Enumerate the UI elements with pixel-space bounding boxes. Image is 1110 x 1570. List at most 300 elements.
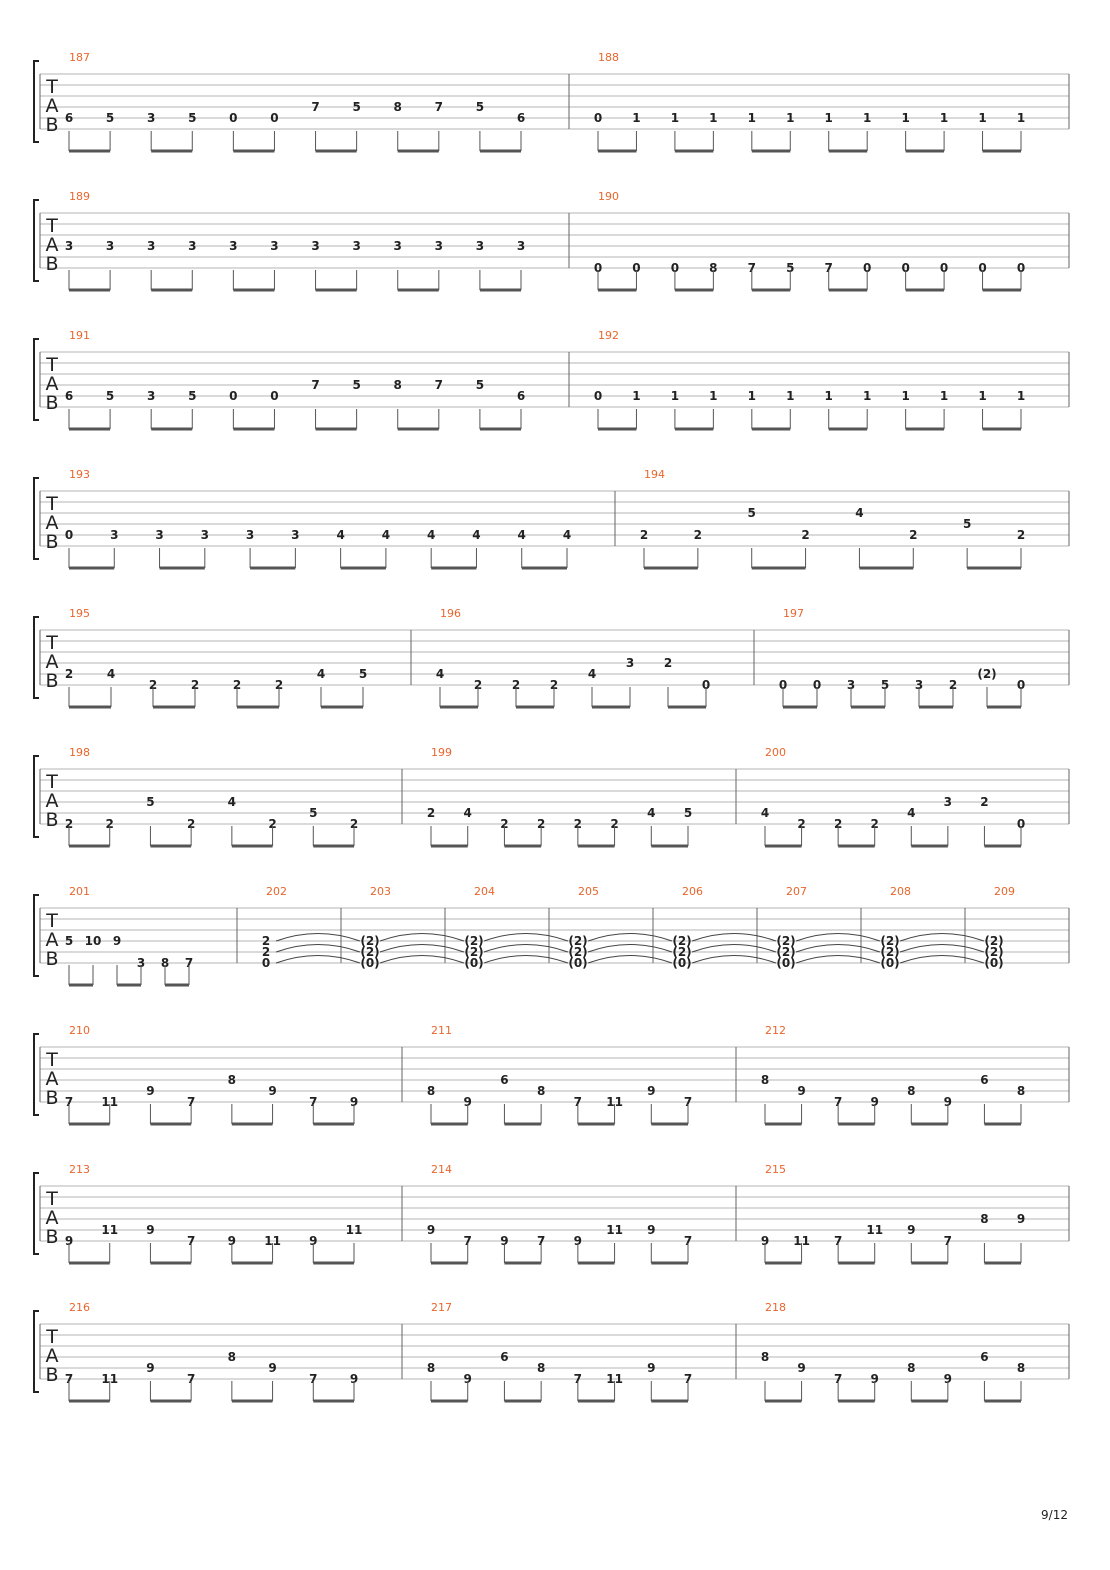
measure-number: 197: [783, 607, 804, 620]
fret-number: 8: [393, 100, 402, 114]
fret-number: 0: [593, 111, 603, 125]
fret-number: 11: [606, 1372, 623, 1386]
tie-arc: [796, 956, 880, 964]
fret-number: (2): [464, 945, 484, 959]
fret-number: 9: [426, 1223, 436, 1237]
fret-number: 3: [200, 528, 209, 542]
fret-number: 9: [349, 1372, 359, 1386]
fret-number: 9: [268, 1361, 277, 1375]
fret-number: 3: [434, 239, 443, 253]
fret-number: 0: [778, 678, 788, 692]
fret-number: 7: [186, 1095, 196, 1109]
measure-number: 187: [69, 51, 90, 64]
fret-number: 0: [593, 389, 603, 403]
tab-clef-letter: A: [45, 95, 59, 117]
fret-number: 9: [463, 1095, 472, 1109]
fret-number: 1: [939, 111, 949, 125]
system-brace: [34, 895, 39, 976]
fret-number: 1: [863, 389, 872, 403]
fret-number: (0): [984, 956, 1004, 970]
fret-number: 5: [309, 806, 318, 820]
fret-number: 1: [939, 389, 949, 403]
measure-number: 207: [786, 885, 807, 898]
fret-number: 4: [316, 667, 326, 681]
fret-number: 2: [909, 528, 918, 542]
fret-number: 4: [760, 806, 770, 820]
fret-number: 8: [907, 1361, 916, 1375]
fret-number: 2: [797, 817, 806, 831]
fret-number: 2: [801, 528, 810, 542]
fret-number: 3: [147, 239, 156, 253]
measure-number: 212: [765, 1024, 786, 1037]
fret-number: (2): [568, 934, 588, 948]
tab-clef-letter: A: [45, 1207, 59, 1229]
tab-clef-letter: T: [46, 632, 58, 654]
fret-number: 9: [146, 1361, 155, 1375]
fret-number: 2: [190, 678, 200, 692]
measure-number: 206: [682, 885, 703, 898]
system-brace: [34, 61, 39, 142]
fret-number: (0): [880, 956, 900, 970]
fret-number: 3: [352, 239, 361, 253]
fret-number: 0: [270, 111, 279, 125]
fret-number: 7: [747, 261, 756, 275]
fret-number: 7: [683, 1372, 693, 1386]
measure-number: 208: [890, 885, 911, 898]
fret-number: 5: [352, 100, 361, 114]
fret-number: 7: [309, 1095, 318, 1109]
fret-number: 6: [64, 389, 74, 403]
fret-number: 0: [1016, 261, 1026, 275]
fret-number: (2): [880, 945, 900, 959]
fret-number: 8: [980, 1212, 989, 1226]
measure-number: 201: [69, 885, 90, 898]
fret-number: 7: [463, 1234, 472, 1248]
fret-number: 1: [901, 111, 910, 125]
fret-number: 5: [146, 795, 155, 809]
fret-number: 8: [760, 1073, 770, 1087]
fret-number: 2: [261, 934, 271, 948]
fret-number: 11: [866, 1223, 884, 1237]
tab-clef-letter: A: [45, 651, 59, 673]
fret-number: 1: [824, 389, 833, 403]
fret-number: 7: [683, 1095, 693, 1109]
measure-number: 213: [69, 1163, 90, 1176]
fret-number: 8: [709, 261, 718, 275]
system-brace: [34, 756, 39, 837]
fret-number: 9: [1016, 1212, 1026, 1226]
fret-number: (0): [568, 956, 588, 970]
fret-number: 0: [901, 261, 910, 275]
fret-number: 7: [186, 1372, 196, 1386]
fret-number: 0: [593, 261, 603, 275]
fret-number: 9: [268, 1084, 277, 1098]
fret-number: 4: [336, 528, 345, 542]
fret-number: 9: [112, 934, 122, 948]
fret-number: 5: [105, 111, 115, 125]
fret-number: (2): [360, 945, 380, 959]
fret-number: 3: [188, 239, 197, 253]
fret-number: 1: [824, 111, 833, 125]
tab-clef-letter: T: [46, 1326, 58, 1348]
fret-number: 3: [147, 389, 156, 403]
measure-number: 199: [431, 746, 452, 759]
fret-number: 9: [349, 1095, 359, 1109]
fret-number: 7: [434, 100, 443, 114]
fret-number: 1: [978, 111, 987, 125]
fret-number: 11: [264, 1234, 281, 1248]
fret-number: 0: [229, 389, 238, 403]
fret-number: 4: [427, 528, 436, 542]
fret-number: 7: [184, 956, 194, 970]
fret-number: 5: [64, 934, 74, 948]
fret-number: 7: [833, 1095, 843, 1109]
tie-arc: [900, 934, 984, 942]
fret-number: 4: [435, 667, 445, 681]
measure-number: 214: [431, 1163, 452, 1176]
tie-arc: [276, 934, 360, 942]
tab-clef-letter: B: [45, 1364, 59, 1386]
fret-number: 8: [160, 956, 170, 970]
page-number: 9/12: [1041, 1508, 1068, 1522]
fret-number: 2: [268, 817, 277, 831]
fret-number: 11: [606, 1095, 623, 1109]
measure-number: 215: [765, 1163, 786, 1176]
fret-number: 8: [426, 1361, 436, 1375]
fret-number: 1: [978, 389, 987, 403]
tie-arc: [484, 934, 568, 942]
fret-number: 1: [632, 389, 641, 403]
fret-number: 0: [812, 678, 822, 692]
fret-number: 7: [309, 1372, 318, 1386]
tab-clef-letter: T: [46, 76, 58, 98]
fret-number: 3: [625, 656, 635, 670]
fret-number: (2): [984, 934, 1004, 948]
fret-number: 9: [309, 1234, 318, 1248]
tie-arc: [900, 945, 984, 953]
fret-number: 9: [500, 1234, 509, 1248]
tie-arc: [380, 945, 464, 953]
tab-clef-letter: A: [45, 929, 59, 951]
measure-number: 190: [598, 190, 619, 203]
system-brace: [34, 200, 39, 281]
fret-number: 7: [573, 1095, 583, 1109]
fret-number: 5: [105, 389, 115, 403]
fret-number: 6: [980, 1073, 989, 1087]
measure-number: 189: [69, 190, 90, 203]
tab-clef-letter: T: [46, 910, 58, 932]
fret-number: (2): [977, 667, 997, 681]
fret-number: 2: [426, 806, 436, 820]
fret-number: 9: [943, 1372, 953, 1386]
fret-number: 1: [786, 111, 795, 125]
fret-number: 3: [393, 239, 402, 253]
tie-arc: [588, 945, 672, 953]
fret-number: 2: [473, 678, 483, 692]
fret-number: 4: [381, 528, 391, 542]
tab-clef-letter: T: [46, 1188, 58, 1210]
fret-number: 1: [670, 389, 680, 403]
fret-number: 6: [516, 111, 526, 125]
measure-number: 188: [598, 51, 619, 64]
fret-number: 3: [943, 795, 953, 809]
fret-number: 2: [833, 817, 843, 831]
fret-number: 1: [1016, 389, 1026, 403]
fret-number: 11: [101, 1223, 119, 1237]
measure-number: 192: [598, 329, 619, 342]
fret-number: 1: [747, 111, 756, 125]
fret-number: 4: [587, 667, 597, 681]
fret-number: 2: [186, 817, 196, 831]
fret-number: 8: [536, 1084, 546, 1098]
fret-number: 2: [511, 678, 521, 692]
fret-number: 4: [106, 667, 116, 681]
fret-number: 0: [261, 956, 271, 970]
fret-number: 2: [870, 817, 879, 831]
fret-number: 7: [186, 1234, 196, 1248]
fret-number: 2: [105, 817, 114, 831]
fret-number: 2: [64, 667, 74, 681]
fret-number: 2: [64, 817, 74, 831]
fret-number: 1: [1016, 111, 1026, 125]
system-brace: [34, 1311, 39, 1392]
system-brace: [34, 1173, 39, 1254]
fret-number: 5: [475, 100, 485, 114]
tie-arc: [692, 945, 776, 953]
tie-arc: [796, 945, 880, 953]
fret-number: 5: [683, 806, 693, 820]
tab-clef-letter: B: [45, 1226, 59, 1248]
fret-number: 5: [475, 378, 485, 392]
fret-number: 2: [261, 945, 271, 959]
fret-number: 0: [270, 389, 279, 403]
fret-number: 11: [606, 1223, 623, 1237]
fret-number: 9: [870, 1372, 879, 1386]
fret-number: 8: [907, 1084, 916, 1098]
measure-number: 204: [474, 885, 495, 898]
fret-number: 5: [188, 389, 197, 403]
fret-number: (2): [776, 945, 796, 959]
measure-number: 205: [578, 885, 599, 898]
fret-number: 9: [227, 1234, 237, 1248]
measure-number: 191: [69, 329, 90, 342]
fret-number: 7: [434, 378, 443, 392]
fret-number: 0: [229, 111, 238, 125]
tab-clef-letter: B: [45, 253, 59, 275]
fret-number: 11: [101, 1095, 119, 1109]
fret-number: 8: [536, 1361, 546, 1375]
fret-number: 3: [291, 528, 300, 542]
tab-clef-letter: B: [45, 670, 59, 692]
fret-number: 6: [500, 1350, 509, 1364]
fret-number: 7: [943, 1234, 953, 1248]
fret-number: 3: [136, 956, 146, 970]
fret-number: 2: [693, 528, 703, 542]
fret-number: (2): [672, 934, 692, 948]
fret-number: (0): [672, 956, 692, 970]
fret-number: 2: [232, 678, 242, 692]
fret-number: 7: [536, 1234, 546, 1248]
fret-number: 9: [797, 1361, 806, 1375]
tab-clef-letter: A: [45, 1345, 59, 1367]
fret-number: 0: [701, 678, 711, 692]
fret-number: 0: [978, 261, 987, 275]
fret-number: 7: [824, 261, 833, 275]
fret-number: 8: [760, 1350, 770, 1364]
fret-number: 2: [500, 817, 509, 831]
fret-number: 7: [833, 1372, 843, 1386]
fret-number: 5: [352, 378, 361, 392]
fret-number: 4: [562, 528, 572, 542]
fret-number: 4: [463, 806, 472, 820]
fret-number: 9: [647, 1223, 656, 1237]
fret-number: 8: [1016, 1084, 1026, 1098]
fret-number: 9: [146, 1084, 155, 1098]
tie-arc: [588, 934, 672, 942]
measure-number: 218: [765, 1301, 786, 1314]
system-brace: [34, 478, 39, 559]
tab-clef-letter: T: [46, 354, 58, 376]
fret-number: 2: [536, 817, 546, 831]
fret-number: 9: [907, 1223, 916, 1237]
fret-number: 7: [64, 1372, 74, 1386]
fret-number: (0): [776, 956, 796, 970]
fret-number: (2): [360, 934, 380, 948]
fret-number: 4: [647, 806, 656, 820]
tie-arc: [796, 934, 880, 942]
tie-arc: [276, 956, 360, 964]
fret-number: 5: [962, 517, 972, 531]
fret-number: 0: [1016, 678, 1026, 692]
tie-arc: [380, 934, 464, 942]
fret-number: (2): [880, 934, 900, 948]
fret-number: 9: [797, 1084, 806, 1098]
fret-number: 2: [948, 678, 958, 692]
fret-number: 0: [64, 528, 74, 542]
fret-number: 0: [939, 261, 949, 275]
fret-number: 4: [472, 528, 481, 542]
fret-number: 1: [786, 389, 795, 403]
fret-number: 7: [683, 1234, 693, 1248]
fret-number: 6: [516, 389, 526, 403]
fret-number: (2): [464, 934, 484, 948]
fret-number: 9: [647, 1084, 656, 1098]
tab-clef-letter: B: [45, 114, 59, 136]
measure-number: 193: [69, 468, 90, 481]
measure-number: 198: [69, 746, 90, 759]
fret-number: 3: [516, 239, 526, 253]
fret-number: 2: [1016, 528, 1026, 542]
tie-arc: [692, 956, 776, 964]
fret-number: 11: [793, 1234, 810, 1248]
fret-number: 2: [274, 678, 284, 692]
fret-number: 2: [639, 528, 649, 542]
fret-number: (2): [776, 934, 796, 948]
fret-number: 9: [573, 1234, 583, 1248]
fret-number: 9: [760, 1234, 770, 1248]
fret-number: 7: [833, 1234, 843, 1248]
fret-number: (2): [984, 945, 1004, 959]
fret-number: 7: [311, 378, 320, 392]
fret-number: 8: [227, 1350, 237, 1364]
measure-number: 216: [69, 1301, 90, 1314]
tab-clef-letter: A: [45, 1068, 59, 1090]
measure-number: 202: [266, 885, 287, 898]
fret-number: 1: [901, 389, 910, 403]
tie-arc: [484, 956, 568, 964]
tie-arc: [588, 956, 672, 964]
fret-number: 11: [101, 1372, 119, 1386]
fret-number: 4: [907, 806, 916, 820]
fret-number: 2: [549, 678, 559, 692]
tab-clef-letter: T: [46, 771, 58, 793]
fret-number: 6: [980, 1350, 989, 1364]
measure-number: 194: [644, 468, 665, 481]
measure-number: 211: [431, 1024, 452, 1037]
fret-number: 9: [64, 1234, 74, 1248]
fret-number: 3: [229, 239, 238, 253]
fret-number: 3: [245, 528, 255, 542]
tab-clef-letter: T: [46, 215, 58, 237]
fret-number: 9: [647, 1361, 656, 1375]
fret-number: 8: [426, 1084, 436, 1098]
measure-number: 200: [765, 746, 786, 759]
fret-number: 0: [670, 261, 680, 275]
tie-arc: [276, 945, 360, 953]
tab-clef-letter: B: [45, 531, 59, 553]
measure-number: 196: [440, 607, 461, 620]
tab-clef-letter: A: [45, 234, 59, 256]
fret-number: 2: [663, 656, 673, 670]
fret-number: 0: [863, 261, 872, 275]
fret-number: 10: [84, 934, 102, 948]
tie-arc: [900, 956, 984, 964]
tie-arc: [380, 956, 464, 964]
fret-number: 9: [146, 1223, 155, 1237]
fret-number: 2: [349, 817, 359, 831]
fret-number: 3: [270, 239, 279, 253]
fret-number: 3: [914, 678, 924, 692]
fret-number: 5: [880, 678, 890, 692]
tab-clef-letter: B: [45, 948, 59, 970]
tab-clef-letter: B: [45, 1087, 59, 1109]
tab-clef-letter: A: [45, 790, 59, 812]
fret-number: (2): [672, 945, 692, 959]
fret-number: 1: [632, 111, 641, 125]
fret-number: (0): [360, 956, 380, 970]
fret-number: 1: [747, 389, 756, 403]
fret-number: 4: [855, 506, 864, 520]
fret-number: 8: [227, 1073, 237, 1087]
tab-clef-letter: B: [45, 392, 59, 414]
fret-number: 2: [148, 678, 158, 692]
tab-clef-letter: T: [46, 493, 58, 515]
fret-number: 5: [747, 506, 756, 520]
fret-number: (2): [568, 945, 588, 959]
fret-number: 7: [64, 1095, 74, 1109]
measure-number: 209: [994, 885, 1015, 898]
fret-number: 11: [345, 1223, 363, 1237]
fret-number: 9: [943, 1095, 953, 1109]
fret-number: 9: [870, 1095, 879, 1109]
fret-number: 1: [863, 111, 872, 125]
fret-number: 4: [517, 528, 526, 542]
fret-number: 7: [311, 100, 320, 114]
tie-arc: [692, 934, 776, 942]
tab-clef-letter: T: [46, 1049, 58, 1071]
fret-number: 3: [105, 239, 115, 253]
fret-number: 3: [64, 239, 74, 253]
